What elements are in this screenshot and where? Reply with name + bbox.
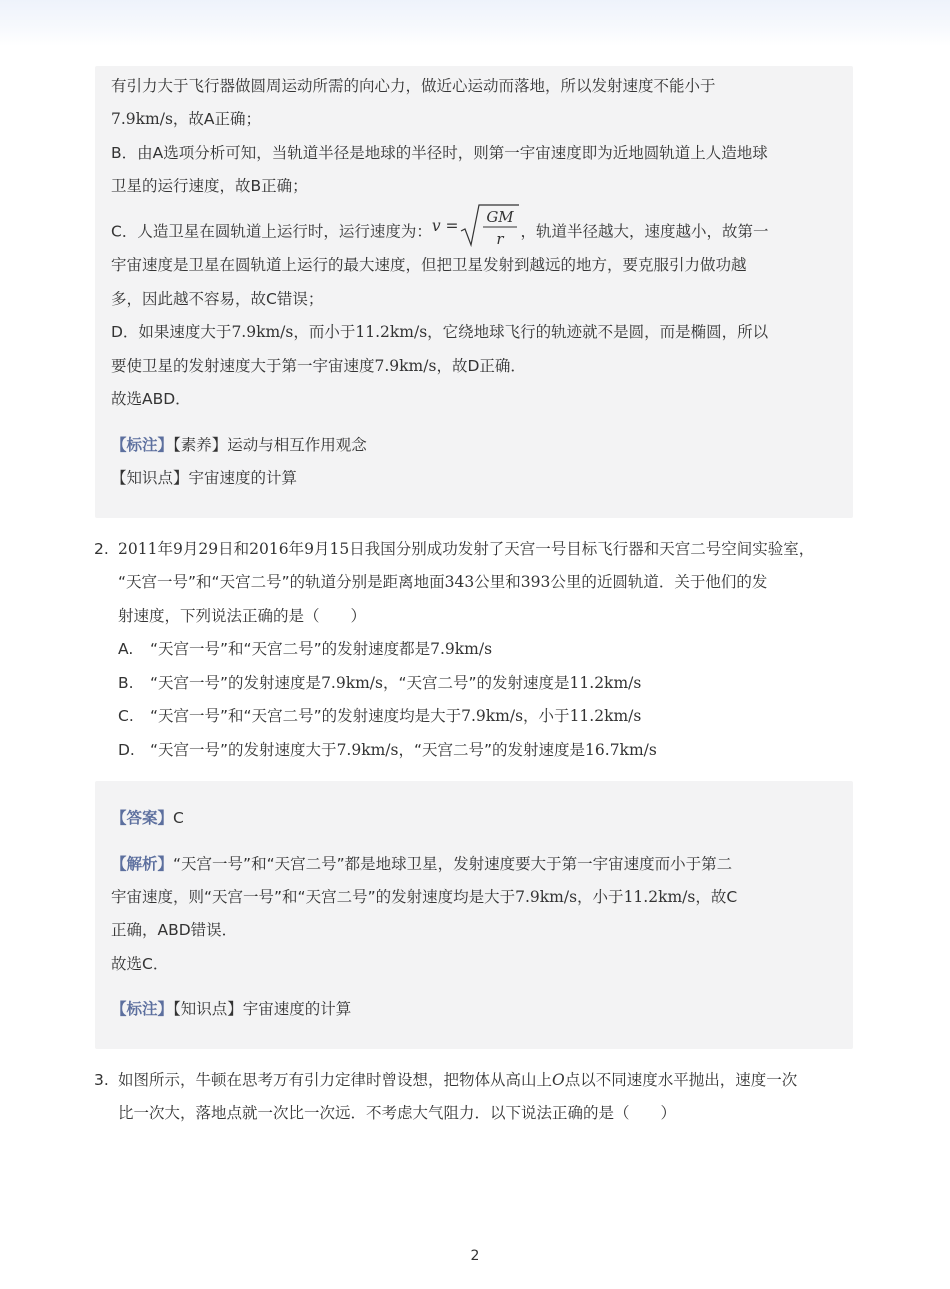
math-value: 7.9km/s [374,357,437,375]
text: “天宫一号”和“天宫二号”的轨道分别是距离地面 [118,573,445,591]
option-label: C. [118,707,134,725]
annotation-tag: 【标注】 [111,436,174,454]
answer-value: C [173,809,184,827]
annotation-line [111,999,351,1019]
option-b[interactable] [150,673,641,693]
math-value: 11.2km/s [355,323,428,341]
text: 公里的近圆轨道．关于他们的发 [550,573,768,591]
text: 【知识点】宇宙速度的计算 [111,469,298,487]
text: ，“天宫二号”的发射速度是 [382,674,570,692]
text: ，而小于 [293,323,356,341]
question-stem-line [118,572,767,592]
text: ，故C [695,888,738,906]
math-value: 7.9km/s [515,888,578,906]
analysis-tag: 【解析】 [111,855,174,873]
text: “天宫一号”和“天宫二号”都是地球卫星，发射速度要大于第一宇宙速度而小于第二 [173,855,733,873]
text: ，故D正确． [436,357,526,375]
math-value: 393 [520,573,551,591]
text: 故选ABD． [111,390,191,408]
math-value: 11.2km/s [623,888,696,906]
text: 如图所示，牛顿在思考万有引力定律时曾设想，把物体从高山上 [118,1071,553,1089]
math-value: 7.9km/s [321,674,383,692]
text: 日我国分别成功发射了天宫一号目标飞行器和天宫二号空间实验室， [349,540,815,558]
explanation-line [111,356,526,376]
option-a[interactable] [150,639,492,659]
text: 【知识点】宇宙速度的计算 [173,1000,352,1018]
math-value: 7.9km/s [231,323,294,341]
math-value: 7.9km/s [461,707,524,725]
option-d[interactable] [150,740,657,760]
text: “天宫一号”的发射速度大于 [150,741,337,759]
analysis-line [111,954,168,974]
annotation-line [111,435,367,455]
analysis-line [111,887,737,907]
text: 宇宙速度是卫星在圆轨道上运行的最大速度，但把卫星发射到越远的地方，要克服引力做功越 [111,256,747,274]
math-value: 7.9km/s [430,640,493,658]
text: 有引力大于飞行器做圆周运动所需的向心力，做近心运动而落地，所以发射速度不能小于 [111,77,716,95]
question-stem-line [118,606,366,626]
explanation-line [111,109,261,129]
annotation-tag: 【标注】 [111,1000,174,1018]
explanation-line [111,322,768,342]
text: D．如果速度大于 [111,323,232,341]
option-c[interactable] [150,706,641,726]
text: 要使卫星的发射速度大于第一宇宙速度 [111,357,375,375]
math-value: 15 [329,540,350,558]
text: ，轨道半径越大，速度越小，故第一 [520,222,769,241]
answer-line [111,808,184,828]
text: 点以不同速度水平抛出，速度一次 [564,1071,798,1089]
text: ，故A正确； [172,110,262,128]
text: 年 [157,540,173,558]
math-value: 11.2km/s [569,707,642,725]
text: 比一次大，落地点就一次比一次远．不考虑大气阻力．以下说法正确的是（ ） [118,1104,677,1122]
explanation-line [111,289,323,309]
text: C．人造卫星在圆轨道上运行时，运行速度为： [111,222,432,241]
text: 正确，ABD错误． [111,921,238,939]
option-label: D. [118,741,135,759]
text: 年 [288,540,305,558]
explanation-line [111,143,768,163]
question-stem-line [118,1070,797,1090]
math-value: 9 [304,540,314,558]
text: 故选C． [111,955,169,973]
answer-tag: 【答案】 [111,809,174,827]
math-value: 29 [198,540,219,558]
math-value: 16.7km/s [585,741,657,759]
text: “天宫一号”的发射速度是 [150,674,322,692]
explanation-line [111,389,191,409]
text: 多，因此越不容易，故C错误； [111,290,324,308]
text: 宇宙速度，则“天宫一号”和“天宫二号”的发射速度均是大于 [111,888,516,906]
knowledge-point-line [111,468,297,488]
math-value: 9 [172,540,183,558]
text: ，小于 [577,888,624,906]
math-value: O [552,1071,565,1089]
explanation-line [111,76,716,96]
formula-numerator: GM [485,208,514,226]
velocity-formula [432,203,521,247]
analysis-line [111,920,237,940]
text: B．由A选项分析可知，当轨道半径是地球的半径时，则第一宇宙速度即为近地圆轨道上人造地球 [111,144,768,162]
question-stem-line [118,1103,676,1123]
analysis-line [111,854,732,874]
math-value: 2011 [118,540,158,558]
math-value: 11.2km/s [569,674,642,692]
math-value: 343 [444,573,475,591]
text: 公里和 [474,573,521,591]
text: 射速度，下列说法正确的是（ ） [118,607,367,625]
text: 卫星的运行速度，故B正确； [111,177,308,195]
question-number: 3. [94,1071,109,1089]
text: “天宫一号”和“天宫二号”的发射速度都是 [150,640,431,658]
page-number: 2 [470,1248,480,1264]
math-value: 7.9km/s [111,110,173,128]
option-label: B. [118,674,134,692]
sqrt-fraction [459,203,521,249]
text: ，“天宫二号”的发射速度是 [398,741,586,759]
formula-lhs: v = [431,217,459,235]
option-label: A. [118,640,134,658]
formula-denominator: r [495,230,504,248]
page-header-band [0,0,950,46]
explanation-line [111,255,747,275]
explanation-line [111,176,308,196]
question-number: 2. [94,540,109,558]
text: 日和 [218,540,250,558]
question-stem-line [118,539,814,559]
math-value: 7.9km/s [336,741,399,759]
text: 月 [182,540,199,558]
text: ，小于 [523,707,570,725]
math-value: 2016 [249,540,289,558]
text: 【素养】运动与相互作用观念 [173,436,367,454]
text: “天宫一号”和“天宫二号”的发射速度均是大于 [150,707,462,725]
text: 月 [313,540,330,558]
explanation-line-formula [111,208,769,248]
text: ，它绕地球飞行的轨迹就不是圆，而是椭圆，所以 [427,323,769,341]
